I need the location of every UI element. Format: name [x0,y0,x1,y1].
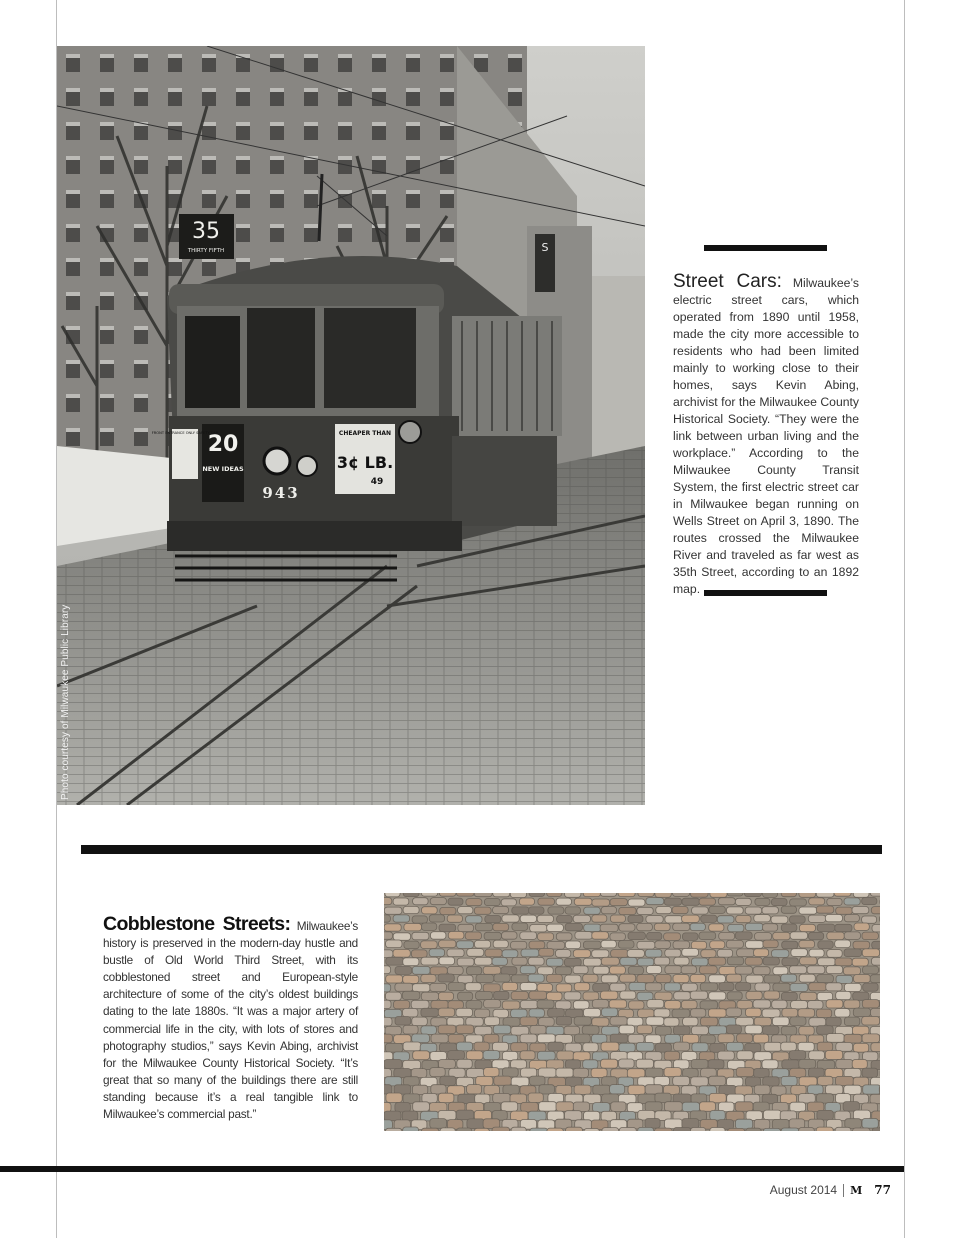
issue-date: August 2014 [769,1183,838,1197]
page-number: 77 [874,1183,891,1197]
right-margin-line [904,0,905,1238]
cobblestone-heading: Cobblestone Streets: [103,913,291,935]
building-sign-text: S [541,241,549,254]
cobblestone-text [103,913,358,1123]
streetcar-photo [57,46,645,805]
ad-left-words: NEW IDEAS [202,465,244,473]
photo-credit: Photo courtesy of Milwaukee Public Library [60,604,71,800]
section-divider [81,845,882,854]
ad-left-number: 20 [207,432,239,457]
ad-right-price: 3¢ LB. [336,453,394,472]
street-cars-heading: Street Cars: [673,271,782,292]
footer-rule [0,1166,904,1172]
page-folio [770,1183,891,1197]
ad-right-sub: 49 [370,477,384,487]
street-cars-body: Milwaukee’s electric street cars, which operated from 1890 until 1958, made the city more accessible to residents who had been limited mainly to working close to their homes, says Kevin Abing, archivist for the Milwaukee County Historical Society. “They were the link between urban living and the workplace.” According to the Milwaukee County Transit System, the first electric street car in Milwaukee began running on Wells Street on April 3, 1890. The routes crossed the Milwaukee River and traveled as far west as 35th Street, according to an 1892 map. [673,276,859,596]
cobblestone-body: Milwaukee’s history is preserved in the modern-day hustle and bustle of Old World Third Street, with its cobblestoned street and European-style architecture of some of the city’s oldest buildings dating to the late 1880s. “It was a major artery of commercial life in the city, with lots of stores and photography studios,” says Kevin Abing, archivist for the Milwaukee County Historical Society. “It’s great that so many of the buildings there are still standing because it’s a real tangible link to Milwaukee’s commercial past.” [103,919,358,1122]
route-number-sign: 35 [192,219,220,244]
ad-right-head: CHEAPER THAN [338,430,392,437]
top-rule-street-cars [704,245,827,251]
route-name-sign: THIRTY FIFTH [187,248,225,254]
bottom-rule-street-cars [704,590,827,596]
car-number: 943 [262,484,300,502]
folio-separator [843,1184,844,1197]
magazine-logo: M [850,1183,863,1197]
street-cars-text [673,273,859,598]
front-entrance-sign: FRONT ENTRANCE ONLY SAFETY CAR [151,431,219,435]
cobblestone-photo [384,893,880,1131]
